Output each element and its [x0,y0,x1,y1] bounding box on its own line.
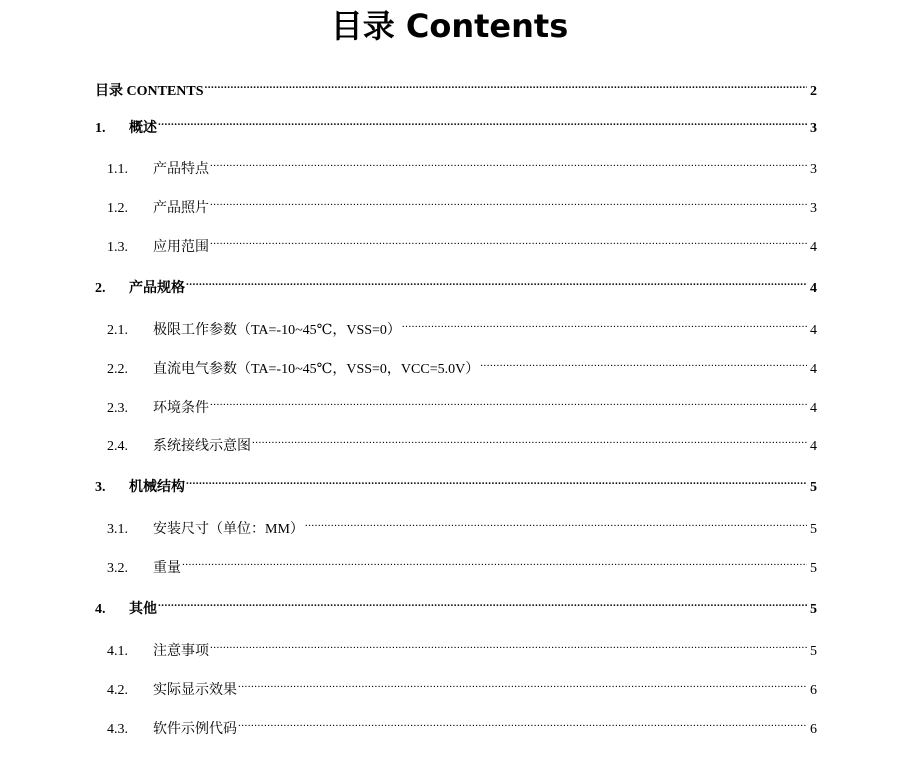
toc-entry-text: 应用范围 [153,240,209,255]
toc-entry-number: 1.1. [107,162,128,177]
toc-entry-text: 软件示例代码 [153,722,237,737]
toc-entry-text: 产品特点 [153,162,209,177]
toc-entry-3-1[interactable] [107,511,817,537]
toc-dot-leader [158,591,807,613]
toc-entry-text: 目录 CONTENTS [95,84,204,99]
toc-entry-4-1[interactable] [107,633,817,659]
toc-dot-leader [210,229,807,251]
toc-entry-number: 1.2. [107,201,128,216]
toc-entry-number: 2.4. [107,439,128,454]
toc-entry-3[interactable] [95,469,817,495]
toc-entry-text: 概述 [129,121,157,136]
toc-entry-4[interactable] [95,591,817,617]
toc-page-number: 4 [810,281,817,296]
toc-page-number: 6 [810,722,817,737]
page-title: 目录 Contents [330,7,569,45]
toc-dot-leader [210,190,807,212]
toc-dot-leader [186,469,807,491]
toc-entry-number: 2. [95,281,106,296]
toc-dot-leader [252,428,807,450]
toc-entry-4-3[interactable] [107,711,817,737]
toc-entry-1-2[interactable] [107,190,817,216]
toc-dot-leader [210,390,807,412]
toc-page-number: 3 [810,162,817,177]
toc-dot-leader [186,270,807,292]
toc-entry-2-1[interactable] [107,312,817,338]
toc-entry-2[interactable] [95,270,817,296]
toc-page-number: 5 [810,522,817,537]
toc-entry-text: 重量 [153,561,181,576]
toc-entry-number: 4.3. [107,722,128,737]
toc-entry-text: 环境条件 [153,401,209,416]
toc-entry-text: 产品照片 [153,201,209,216]
toc-entry-text: 直流电气参数（TA=-10~45℃，VSS=0，VCC=5.0V） [153,362,480,377]
toc-dot-leader [480,351,807,373]
toc-entry-3-2[interactable] [107,550,817,576]
toc-entry-number: 3.2. [107,561,128,576]
toc-dot-leader [305,511,807,533]
toc-entry-contents[interactable] [95,73,817,99]
toc-page-number: 4 [810,401,817,416]
toc-entry-text: 机械结构 [129,480,185,495]
toc-entry-number: 1.3. [107,240,128,255]
toc-dot-leader [238,711,807,733]
toc-entry-number: 4.1. [107,644,128,659]
toc-entry-text: 其他 [129,602,157,617]
toc-page-number: 5 [810,602,817,617]
toc-entry-1-3[interactable] [107,229,817,255]
toc-entry-text: 极限工作参数（TA=-10~45℃，VSS=0） [153,323,401,338]
toc-dot-leader [205,73,807,95]
toc-page-number: 4 [810,439,817,454]
toc-entry-number: 4.2. [107,683,128,698]
toc-entry-1[interactable] [95,110,817,136]
toc-page-number: 4 [810,240,817,255]
toc-dot-leader [182,550,807,572]
toc-entry-number: 3. [95,480,106,495]
toc-entry-number: 4. [95,602,106,617]
toc-entry-text: 注意事项 [153,644,209,659]
toc-entry-number: 1. [95,121,106,136]
toc-entry-text: 系统接线示意图 [153,439,251,454]
toc-page-number: 2 [810,84,817,99]
toc-page-number: 5 [810,644,817,659]
toc-entry-2-2[interactable] [107,351,817,377]
toc-entry-number: 3.1. [107,522,128,537]
toc-entry-text: 实际显示效果 [153,683,237,698]
toc-page-number: 3 [810,121,817,136]
toc-page-number: 4 [810,362,817,377]
toc-dot-leader [210,151,807,173]
toc-entry-2-3[interactable] [107,390,817,416]
toc-page-number: 3 [810,201,817,216]
toc-entry-number: 2.2. [107,362,128,377]
toc-dot-leader [158,110,807,132]
toc-entry-4-2[interactable] [107,672,817,698]
toc-page-number: 6 [810,683,817,698]
toc-page-number: 5 [810,480,817,495]
toc-entry-text: 安装尺寸（单位：MM） [153,522,304,537]
toc-entry-number: 2.1. [107,323,128,338]
toc-page-number: 5 [810,561,817,576]
toc-entry-1-1[interactable] [107,151,817,177]
toc-entry-number: 2.3. [107,401,128,416]
toc-dot-leader [402,312,807,334]
toc-page-number: 4 [810,323,817,338]
toc-entry-text: 产品规格 [129,281,185,296]
toc-dot-leader [238,672,807,694]
toc-dot-leader [210,633,807,655]
toc-entry-2-4[interactable] [107,428,817,454]
